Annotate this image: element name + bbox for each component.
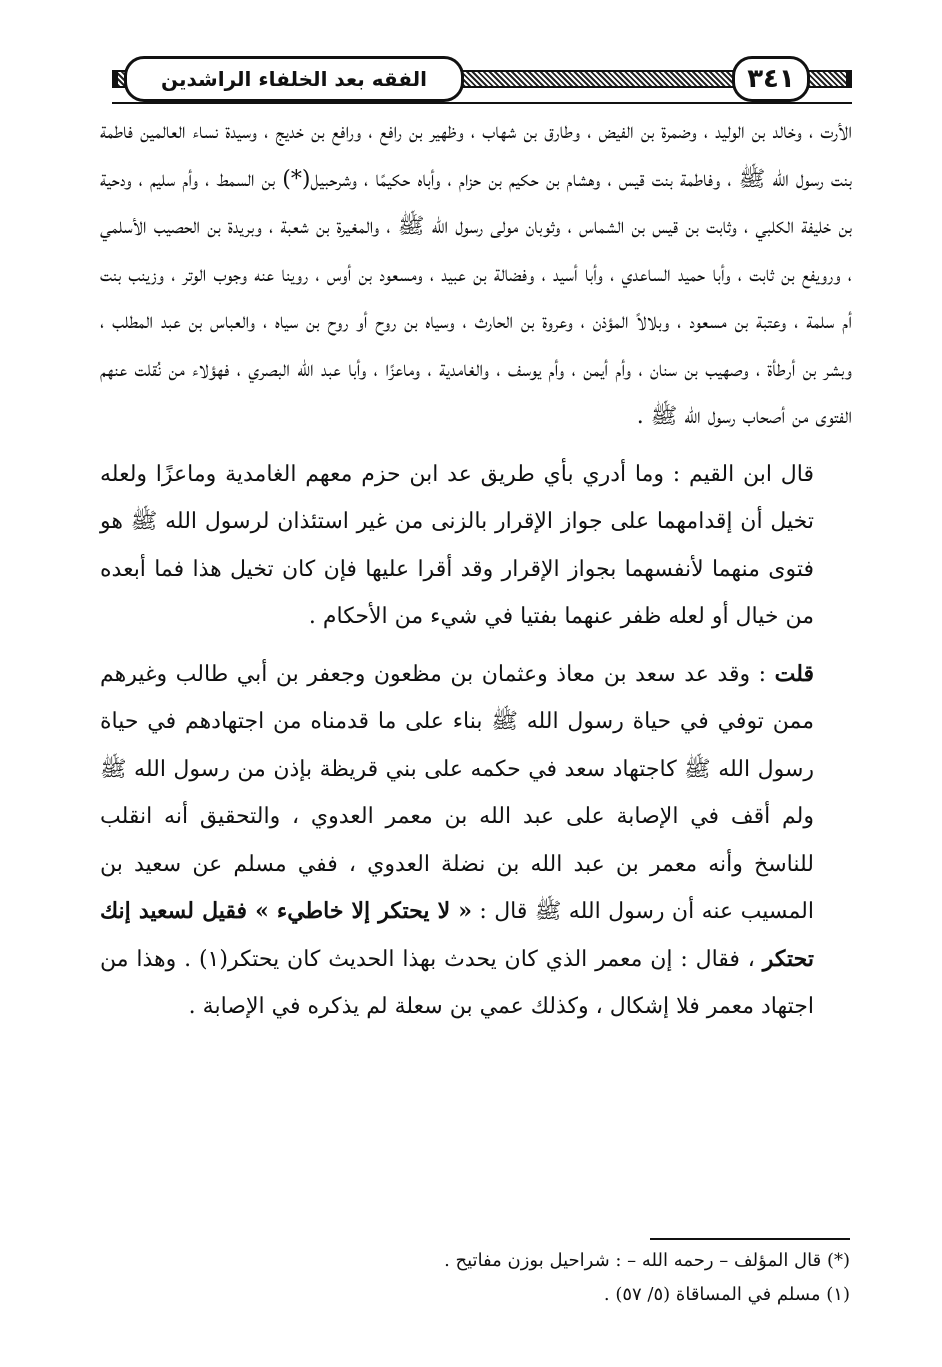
header-bottom-line — [112, 102, 852, 104]
hadith-quote: « لا يحتكر إلا خاطيء » فقيل لسعيد إنك تحتكر — [100, 898, 814, 972]
paragraph-qultu — [100, 651, 852, 1031]
header-left-cap — [112, 70, 118, 88]
running-title: الفقه بعد الخلفاء الراشدين — [124, 56, 464, 102]
footnote-star: (*) قال المؤلف – رحمه الله – : شراحيل بوزن مفاتيح . — [444, 1250, 850, 1271]
qultu-label: قلت — [774, 660, 814, 687]
paragraph-companions-list: الأرت ، وخالد بن الوليد ، وضمرة بن الفيض ، وطارق بن شهاب ، وظهير بن رافع ، ورافع بن خديج ، وسيدة نساء العالمين فاطمة بنت رسول الله ﷺ ، وفاطمة بنت قيس ، وهشام بن حكيم بن حزام ، وأباه حكيمًا ، وشرحبيل(*) بن السمط ، وأم سليم ، ودحية بن خليفة الكلبي ، وثابت بن قيس بن الشماس ، وثوبان مولى رسول الله ﷺ ، والمغيرة بن شعبة ، وبريدة بن الحصيب الأسلمي ، ورويفع بن ثابت ، وأبا حميد الساعدي ، وأبا أسيد ، وفضالة بن عبيد ، ومسعود بن أوس ، روينا عنه وجوب الوتر ، وزينب بنت أم سلمة ، وعتبة بن مسعود ، وبلالاً المؤذن ، وعروة بن الحارث ، وسياه بن روح أو روح بن سياه ، والعباس بن عبد المطلب ، وبشر بن أرطأة ، وصهيب بن سنان ، وأم أيمن ، وأم يوسف ، والغامدية ، وماعزًا ، وأبا عبد الله البصري ، فهؤلاء من نُقلت عنهم الفتوى من أصحاب رسول الله ﷺ . — [100, 119, 852, 429]
footnotes — [300, 1244, 850, 1312]
header-right-cap — [846, 70, 852, 88]
footnote-separator — [650, 1238, 850, 1240]
paragraph-qultu-text-b: ، فقال : إن معمر الذي كان يحدث بهذا الحديث كان يحتكر(١) . وهذا من اجتهاد معمر فلا إشكال ، وكذلك عمي بن سعلة لم يذكره في الإصابة . — [100, 946, 814, 1019]
page-number: ٣٤١ — [732, 56, 810, 102]
footnote-1: (١) مسلم في المساقاة (٥/ ٥٧) . — [603, 1284, 850, 1305]
paragraph-ibn-qayyim: قال ابن القيم : وما أدري بأي طريق عد ابن حزم معهم الغامدية وماعزًا ولعله تخيل أن إقدامهما على جواز الإقرار بالزنى من غير استئذان لرسول الله ﷺ هو فتوى منهما لأنفسهما بجواز الإقرار وقد أقرا عليها فإن كان تخيل هذا فما أبعده من خيال أو لعله ظفر عنهما بفتيا في شيء من الأحكام . — [100, 461, 814, 629]
page-header — [112, 50, 852, 106]
paragraph-qultu-text-a: : وقد عد سعد بن معاذ وعثمان بن مظعون وجعفر بن أبي طالب وغيرهم ممن توفي في حياة رسول الله ﷺ بناء على ما قدمناه من اجتهادهم في حياة رسول الله ﷺ كاجتهاد سعد في حكمه على بني قريظة بإذن من رسول الله ﷺ ولم أقف في الإصابة على عبد الله بن معمر العدوي ، والتحقيق أنه انقلب للناسخ وأنه معمر بن عبد الله بن نضلة العدوي ، ففي مسلم عن سعيد بن المسيب عنه أن رسول الله ﷺ قال : — [100, 661, 814, 924]
main-text — [100, 108, 852, 1031]
